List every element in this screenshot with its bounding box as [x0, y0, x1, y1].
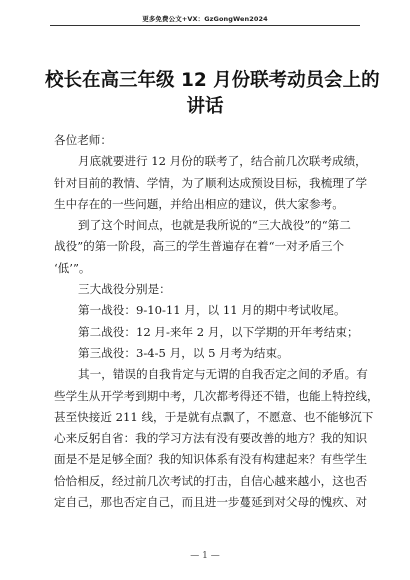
para1-line-2: 针对目前的教情、学情，为了顺利达成预设目标，我梳理了学 [54, 175, 368, 190]
para1-line-3: 生中存在的一些问题，并给出相应的建议，供大家参考。 [54, 196, 344, 211]
paragraph-contradiction [54, 364, 379, 513]
para1-line-1: 月底就要进行 12 月份的联考了，结合前几次联考成绩， [78, 154, 367, 169]
para4-line-5: 面是不是足够全面？我的知识体系有没有构建起来？有些学生 [54, 452, 368, 467]
page-number: — 1 — [190, 551, 220, 561]
para3-line: 三大战役分别是： [78, 282, 171, 297]
para4-line-2: 些学生从开学考到期中考，几次都考得还不错，也能上特控线， [54, 388, 379, 403]
document-body [54, 130, 379, 513]
battle-item-3 [54, 343, 364, 364]
document-title [45, 68, 380, 120]
header-promo-text: 更多免费公文+VX：GzGongWen2024 [142, 15, 268, 23]
battle-2-text: 第二战役：12 月-来年 2 月，以下学期的开年考结束； [78, 324, 359, 339]
paragraph-timepoint [54, 215, 364, 279]
para4-line-3: 甚至快接近 211 线，于是就有点飘了，不愿意、也不能够沉下 [54, 409, 374, 424]
title-line-1: 校长在高三年级 12 月份联考动员会上的 [45, 70, 380, 91]
paragraph-intro [54, 151, 368, 215]
battle-3-text: 第三战役：3-4-5 月，以 5 月考为结束。 [78, 345, 289, 360]
battle-1-text: 第一战役：9-10-11 月，以 11 月的期中考试收尾。 [78, 303, 346, 318]
para2-line-1: 到了这个时间点，也就是我所说的“三大战役”的“第二 [78, 218, 351, 233]
para4-line-1: 其一，错误的自我肯定与无谓的自我否定之间的矛盾。有 [78, 367, 368, 382]
salutation [54, 130, 364, 151]
title-line-2: 讲话 [186, 96, 224, 117]
battle-item-1 [54, 300, 364, 321]
para2-line-2: 战役”的第一阶段，高三的学生普遍存在着“一对矛盾三个 [54, 239, 345, 254]
para2-line-3: ‘低’”。 [54, 260, 91, 275]
para4-line-6: 恰恰相反，经过前几次考试的打击，自信心越来越小，这也否 [54, 473, 368, 488]
para4-line-7: 定自己，那也否定自己，而且进一步蔓延到对父母的愧疚、对 [54, 495, 368, 510]
header-divider [50, 25, 360, 26]
battle-item-2 [54, 322, 364, 343]
para4-line-4: 心来反躬自省：我的学习方法有没有要改善的地方？我的知识 [54, 431, 368, 446]
salutation-text: 各位老师： [54, 133, 112, 147]
paragraph-battles-intro [54, 279, 364, 300]
